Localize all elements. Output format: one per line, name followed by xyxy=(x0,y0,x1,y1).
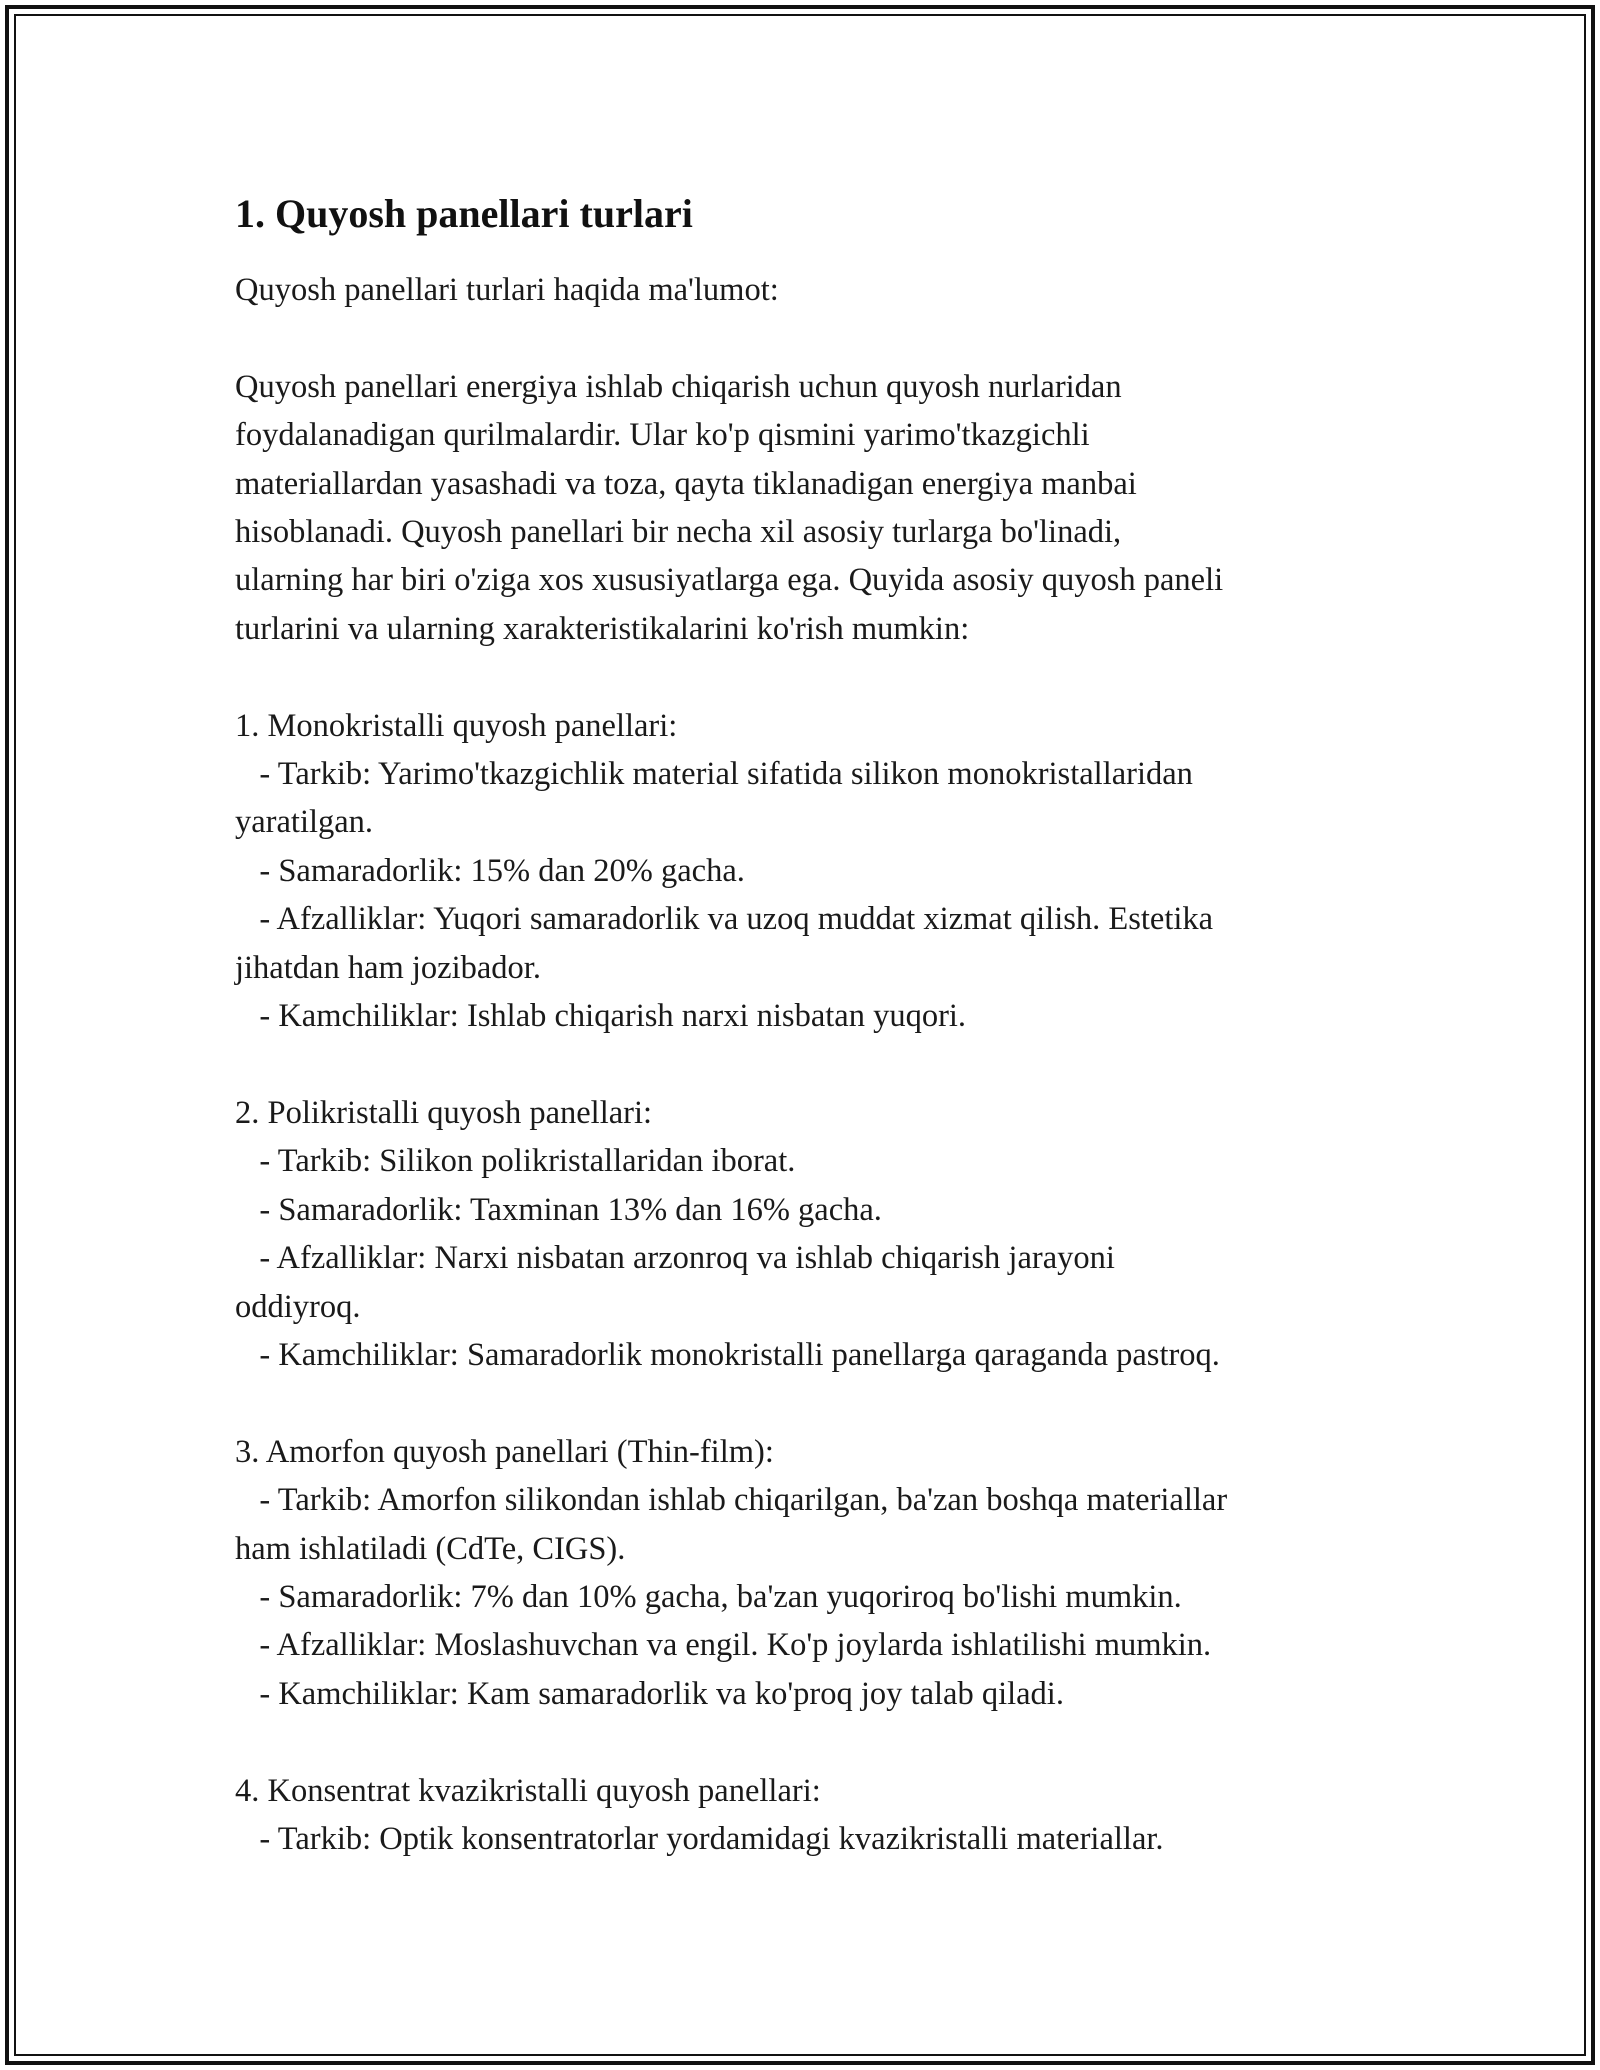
document-heading: 1. Quyosh panellari turlari xyxy=(235,191,693,236)
document-content xyxy=(235,188,1375,1863)
document-body-text: Quyosh panellari turlari haqida ma'lumot: Quyosh panellari energiya ishlab chiqarish uchun quyosh nurlaridan foydalanadigan qurilmalardir. Ular ko'p qismini yarimo'tkazgichli materiallardan yasashadi va toza, qayta tiklanadigan energiya manbai hisoblanadi. Quyosh panellari bir necha xil asosiy turlarga bo'linadi, ularning har biri o'ziga xos xususiyatlarga ega. Quyida asosiy quyosh paneli turlarini va ularning xarakteristikalarini ko'rish mumkin: 1. Monokristalli quyosh panellari: - Tarkib: Yarimo'tkazgichlik material sifatida silikon monokristallaridan yaratilgan. - Samaradorlik: 15% dan 20% gacha. - Afzalliklar: Yuqori samaradorlik va uzoq muddat xizmat qilish. Estetika jihatdan ham jozibador. - Kamchiliklar: Ishlab chiqarish narxi nisbatan yuqori. 2. Polikristalli quyosh panellari: - Tarkib: Silikon polikristallaridan iborat. - Samaradorlik: Taxminan 13% dan 16% gacha. - Afzalliklar: Narxi nisbatan arzonroq va ishlab chiqarish jarayoni oddiyroq. - Kamchiliklar: Samaradorlik monokristalli panellarga qaraganda pastroq. 3. Amorfon quyosh panellari (Thin-film): - Tarkib: Amorfon silikondan ishlab chiqarilgan, ba'zan boshqa materiallar ham ishlatiladi (CdTe, CIGS). - Samaradorlik: 7% dan 10% gacha, ba'zan yuqoriroq bo'lishi mumkin. - Afzalliklar: Moslashuvchan va engil. Ko'p joylarda ishlatilishi mumkin. - Kamchiliklar: Kam samaradorlik va ko'proq joy talab qiladi. 4. Konsentrat kvazikristalli quyosh panellari: - Tarkib: Optik konsentratorlar yordamidagi kvazikristalli materiallar. xyxy=(235,272,1228,1857)
